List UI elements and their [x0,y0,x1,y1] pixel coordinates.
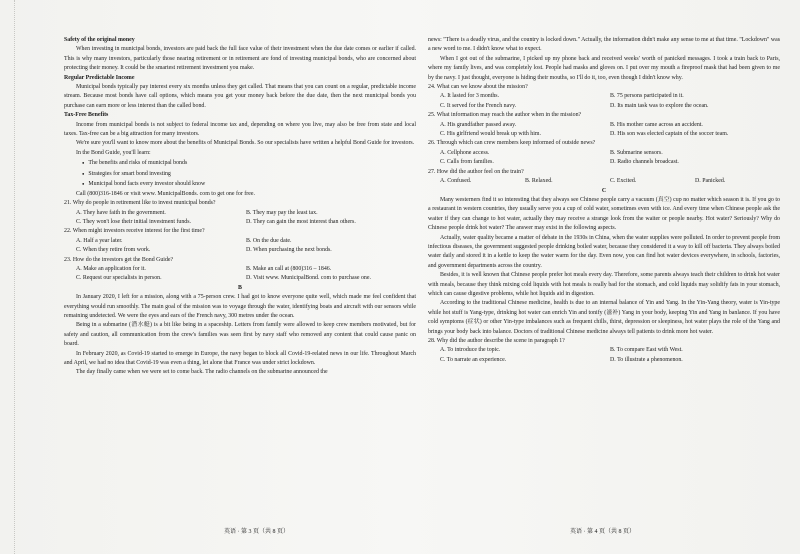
tax-free-heading: Tax-Free Benefits [64,112,109,119]
tax-free-paragraph-2: We're sure you'll want to know more about the benefits of Municipal Bonds. So our specialists have written a helpful Bond Guide for investors. [76,140,415,147]
regular-income-paragraph: Municipal bonds typically pay interest every six months unless they get called. That means that you can count on a regular, predictable income stream. Because most bonds have call options, which means you get your money back before the due date, then the next municipal bonds you purchase can earn more or less interest than the called bond. [64,84,416,109]
question-24-options [428,92,780,111]
question-21-options [64,209,416,228]
option-b: B. His mother came across an accident. [610,121,703,128]
option-c: C. Excited. [610,178,637,185]
option-c: C. His girlfriend would break up with him. [440,131,541,138]
option-c: C. To narrate an experience. [440,356,507,363]
passage-b-paragraph-3: In February 2020, as Covid-19 started to emerge in Europe, the navy began to block all Covid-19-related news in our life. Throughout March and April, we had no idea that Covid-19 was even a thing, let alone that France was under strict lockdown. [64,350,416,366]
passage-c-paragraph-1: Many westerners find it so interesting that they always see Chinese people carry a vacuum (真空) cup no matter which season it is. If you go to a restaurant in western countries, they usually serve you a cup of cold water, sometimes even with ice. And every time when Chinese people ask the waiter if they can change to hot water, actually they may receive a strange look from the waiter or people nearby. Hot water? Seriously? Why do Chinese people drink hot water? The answer may exist in the following aspects. [428,196,780,232]
question-27-options [428,177,780,186]
tax-free-paragraph-1: Income from municipal bonds is not subject to federal income tax and, depending on where you live, may also be free from state and local taxes. Tax-free can be a big attraction for many investors. [64,121,416,138]
binding-margin [14,0,21,554]
option-b: B. Make an call at (800)316 – 1846. [246,265,332,272]
page-3-footer: 英语 · 第 3 页（共 8 页） [224,529,289,535]
option-a: A. To introduce the topic. [440,347,501,354]
passage-c-paragraph-2: Actually, water quality became a matter of debate in the 1930s in China, when the water supplies were polluted. In order to prevent people from infectious diseases, the government suggested people drinking boiled water, because they considered it a way to kill off bacteria. They always boiled water daily and stored it in a kettle to keep the water warm for the day. Even now, you can find hot water devices everywhere, in schools, factories, and government departments across the country. [428,234,780,269]
question-26: 26. Through which can crew members keep informed of outside news? [428,140,596,147]
question-27: 27. How did the author feel on the train? [428,168,524,175]
question-28: 28. Why did the author describe the scene in paragraph 1? [428,338,565,344]
passage-b-paragraph-4: The day finally came when we were set to come back. The radio channels on the submarine announced the [76,369,328,376]
bullet-item: ● Strategies for smart bond investing [64,169,416,179]
call-line: Call (800)316-1846 or visit www. MunicipalBonds. com to get one for free. [76,190,255,197]
question-24: 24. What can we know about the mission? [428,84,528,91]
question-25-options [428,121,780,140]
option-a: A. Half a year later. [76,237,123,244]
question-21: 21. Why do people in retirement like to invest municipal bonds? [64,200,216,207]
option-b: B. They may pay the least tax. [246,209,318,216]
option-d: D. When purchasing the next bonds. [246,247,332,254]
option-b: B. Relaxed. [525,178,553,185]
passage-c-paragraph-4: According to the traditional Chinese medicine, health is due to an internal balance of Yin and Yang. In the Yin-Yang theory, water is Yin-type while hot stuff is Yang-type, drinking hot water can enrich Yin and tonify (滋补) Yang in your body, keeping Yin and Yang in banlance. If you have cold symptoms (症状) or other Yin-type imbalances such as frequent chills, thirst, depression or sleepiness, hot water plays the role of the Yang and brings your body back into balance. Doctors of traditional Chinese medicine always tell patients to drink more hot water. [428,300,780,335]
option-c: C. They won't lose their initial investment funds. [76,218,191,225]
page-4-footer: 英语 · 第 4 页（共 8 页） [570,529,635,535]
option-c: C. Request our specialists in person. [76,275,162,282]
question-26-options [428,149,780,168]
passage-b-paragraph-5: When I got out of the submarine, I picked up my phone back and received weeks' worth of panicked messages. I took a train back to Paris, where my family lives, and was completely lost. People had masks and gloves on. I put over my mouth a fireproof mask that had been given to me by the navy. I just thought, everyone is hiding their mouths, so I'll do it, too, even though I didn't know why. [428,55,780,81]
option-c: C. Calls from families. [440,159,494,166]
option-d: D. Radio channels broadcast. [610,159,679,166]
option-a: A. Make an application for it. [76,265,146,272]
option-a: A. Cellphone access. [440,149,490,156]
option-b: B. 75 persons participated in it. [610,93,684,100]
regular-income-heading: Regular Predictable Income [64,74,135,81]
option-b: B. To compare East with West. [610,347,683,354]
question-22: 22. When might investors receive interest for the first time? [64,228,205,235]
option-a: A. They have faith in the government. [76,209,166,216]
question-28-options [428,346,780,365]
safety-paragraph: When investing in municipal bonds, investors are paid back the full face value of their investment when the due date comes or earlier if called. This is why many investors, particularly those nearing retirement or in retirement are fond of investing municipal bonds, who are concerned about protecting their money. It could be the smartest retirement investment you make. [64,46,416,72]
option-d: D. Visit www. MunicipalBond. com to purchase one. [246,275,371,282]
passage-b-paragraph-1: In January 2020, I left for a mission, along with a 75-person crew. I had got to know everyone quite well, which made me feel confident that everything would run smoothly. The main goal of the mission was to voyage through the water, identifying boats and aircraft with our sensors while remaining undetected. We were the eyes and ears of the French navy, 300 metres under the ocean. [64,294,416,319]
question-23: 23. How do the investors get the Bond Guide? [64,256,174,263]
option-a: A. Confused. [440,178,472,185]
section-b-label: B [238,284,242,291]
passage-c-paragraph-3: Besides, it is well known that Chinese people prefer hot meals every day. Therefore, some parents always teach their children to drink hot water with meals, because they think mixing cold liquids with hot meals is really bad for the stomach, and cold liquids may solidify fats in your stomach, which can cause digestive problems, while hot liquids aid in digestion. [428,272,780,297]
bullet-item: ● Municipal bond facts every investor should know [64,179,416,189]
option-d: D. To illustrate a phenomenon. [610,356,683,363]
option-d: D. His son was elected captain of the soccer team. [610,131,729,138]
page-3-column [64,36,416,378]
question-23-options [64,265,416,284]
question-22-options [64,237,416,256]
option-d: D. They can gain the most interest than others. [246,218,356,225]
question-25: 25. What information may reach the author when in the mission? [428,112,582,119]
option-b: B. Submarine sensors. [610,149,663,156]
option-c: C. It served for the French navy. [440,102,517,109]
passage-b-continuation: news: "There is a deadly virus, and the country is locked down." Actually, the information didn't make any sense to me at that time. "Lockdown" was a new word to me. I didn't know what to expect. [428,37,780,53]
bond-guide-intro: In the Bond Guide, you'll learn: [76,149,151,156]
page-4-column [428,36,780,365]
option-c: C. When they retire from work. [76,247,151,254]
option-d: D. Panicked. [695,178,726,185]
option-a: A. It lasted for 3 months. [440,93,500,100]
option-d: D. Its main task was to explore the ocean. [610,102,709,109]
bullet-item: ● The benefits and risks of municipal bonds [64,158,416,168]
section-c-label: C [601,187,607,194]
safety-heading: Safety of the original money [64,37,135,43]
passage-b-paragraph-2: Being in a submarine (潜水艇) is a bit like being in a spaceship. Letters from family were allowed to keep crew members motivated, but for safety and caution, all communication from the crew's families was seen first by navy staff who removed any content that could cause panic on board. [64,322,416,348]
option-a: A. His grandfather passed away. [440,121,517,128]
option-b: B. On the due date. [246,237,292,244]
